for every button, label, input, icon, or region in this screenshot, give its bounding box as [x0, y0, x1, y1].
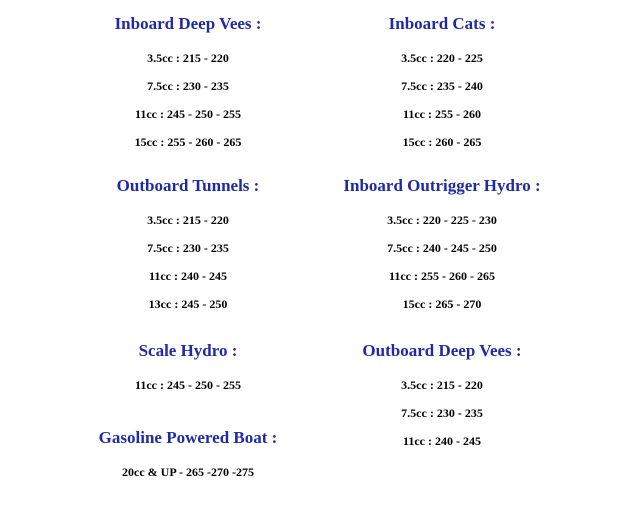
speed-row: 7.5cc : 230 - 235: [147, 79, 229, 93]
section-title: Inboard Outrigger Hydro :: [343, 176, 541, 195]
section-title: Scale Hydro :: [138, 341, 238, 360]
speed-row: 7.5cc : 230 - 235: [147, 241, 229, 255]
speed-row: 3.5cc : 215 - 220: [147, 213, 229, 227]
section-gasoline-powered-boat: [38, 428, 338, 480]
speed-row: 20cc & UP - 265 -270 -275: [122, 465, 254, 479]
speed-row: 11cc : 255 - 260 - 265: [389, 269, 495, 283]
section-title: Outboard Tunnels :: [116, 176, 260, 195]
speed-row: 7.5cc : 235 - 240: [401, 79, 483, 93]
speed-row: 3.5cc : 215 - 220: [401, 378, 483, 392]
speed-row: 15cc : 260 - 265: [402, 135, 482, 149]
speed-row: 7.5cc : 230 - 235: [401, 406, 483, 420]
speed-row: 7.5cc : 240 - 245 - 250: [387, 241, 497, 255]
section-inboard-outrigger-hydro: [292, 176, 592, 312]
speed-row: 15cc : 265 - 270: [402, 297, 482, 311]
speed-row: 15cc : 255 - 260 - 265: [134, 135, 242, 149]
speed-row: 11cc : 255 - 260: [403, 107, 481, 121]
speed-row: 3.5cc : 215 - 220: [147, 51, 229, 65]
section-title: Outboard Deep Vees :: [362, 341, 522, 360]
speed-row: 3.5cc : 220 - 225 - 230: [387, 213, 497, 227]
speed-row: 11cc : 245 - 250 - 255: [135, 107, 241, 121]
section-title: Gasoline Powered Boat :: [98, 428, 278, 447]
section-title: Inboard Deep Vees :: [114, 14, 262, 33]
speed-row: 11cc : 240 - 245: [149, 269, 227, 283]
section-title: Inboard Cats :: [388, 14, 496, 33]
speed-row: 13cc : 245 - 250: [148, 297, 228, 311]
speed-row: 11cc : 245 - 250 - 255: [135, 378, 241, 392]
section-inboard-cats: [292, 14, 592, 150]
speed-row: 3.5cc : 220 - 225: [401, 51, 483, 65]
speed-row: 11cc : 240 - 245: [403, 434, 481, 448]
